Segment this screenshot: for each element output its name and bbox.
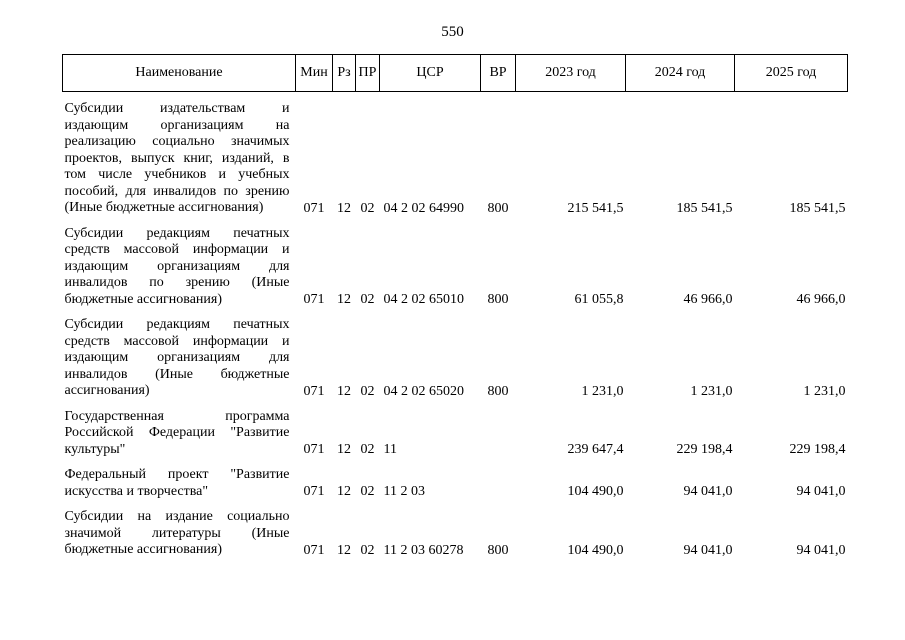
row-2024: 229 198,4 bbox=[676, 442, 733, 457]
row-pr: 02 bbox=[360, 542, 375, 558]
row-2023: 104 490,0 bbox=[567, 542, 624, 558]
row-name: Субсидии редакциям печатных средств массовой информации и издающим организациям для инвалидов (Иные бюджетные ассигнования) bbox=[64, 317, 290, 398]
row-name: Субсидии на издание социально значимой литературы (Иные бюджетные ассигнования) bbox=[64, 509, 290, 557]
table-row bbox=[63, 400, 848, 459]
row-2024: 1 231,0 bbox=[690, 383, 733, 399]
row-name: Государственная программа Российской Федерации "Развитие культуры" bbox=[64, 408, 290, 457]
row-rz: 12 bbox=[337, 442, 351, 457]
row-vr: 800 bbox=[487, 383, 509, 399]
header-rz: Рз bbox=[333, 55, 356, 92]
row-csr: 04 2 02 64990 bbox=[383, 200, 464, 216]
table-row bbox=[63, 92, 848, 217]
header-pr: ПР bbox=[356, 55, 380, 92]
row-csr: 11 bbox=[383, 442, 397, 457]
row-pr: 02 bbox=[360, 200, 375, 216]
row-min: 071 bbox=[303, 542, 325, 558]
row-vr bbox=[481, 458, 516, 500]
row-2023: 61 055,8 bbox=[574, 292, 624, 307]
row-2025: 94 041,0 bbox=[796, 542, 846, 558]
row-csr: 11 2 03 60278 bbox=[383, 542, 464, 558]
table-row bbox=[63, 500, 848, 559]
table-row bbox=[63, 458, 848, 500]
row-pr: 02 bbox=[360, 484, 375, 499]
row-2025: 229 198,4 bbox=[789, 442, 846, 457]
row-vr: 800 bbox=[487, 542, 509, 558]
row-name: Федеральный проект "Развитие искусства и творчества" bbox=[64, 467, 290, 499]
row-csr: 04 2 02 65020 bbox=[383, 383, 464, 399]
row-rz: 12 bbox=[337, 383, 351, 399]
row-rz: 12 bbox=[337, 484, 351, 499]
row-2023: 104 490,0 bbox=[567, 484, 624, 499]
header-name: Наименование bbox=[63, 55, 296, 92]
row-pr: 02 bbox=[360, 383, 375, 399]
row-pr: 02 bbox=[360, 292, 375, 307]
row-2025: 94 041,0 bbox=[796, 484, 846, 499]
row-min: 071 bbox=[303, 442, 325, 457]
header-2025: 2025 год bbox=[735, 55, 848, 92]
row-csr: 04 2 02 65010 bbox=[383, 292, 464, 307]
table-header-row bbox=[63, 55, 848, 92]
row-min: 071 bbox=[303, 383, 325, 399]
row-rz: 12 bbox=[337, 292, 351, 307]
row-2024: 94 041,0 bbox=[683, 542, 733, 558]
header-2023: 2023 год bbox=[516, 55, 626, 92]
row-rz: 12 bbox=[337, 542, 351, 558]
row-2025: 185 541,5 bbox=[789, 200, 846, 216]
row-2025: 1 231,0 bbox=[803, 383, 846, 399]
header-2024: 2024 год bbox=[626, 55, 735, 92]
row-vr: 800 bbox=[487, 200, 509, 216]
table-row bbox=[63, 217, 848, 309]
row-min: 071 bbox=[303, 292, 325, 307]
row-rz: 12 bbox=[337, 200, 351, 216]
row-2024: 94 041,0 bbox=[683, 484, 733, 499]
row-2023: 215 541,5 bbox=[567, 200, 624, 216]
row-name: Субсидии издательствам и издающим организациям на реализацию социально значимых проектов, выпуск книг, изданий, в том числе учебников и учебных пособий, для инвалидов по зрению (Иные бюджетные ассигнования) bbox=[64, 101, 290, 215]
row-2024: 46 966,0 bbox=[683, 292, 733, 307]
row-2023: 239 647,4 bbox=[567, 442, 624, 457]
row-vr bbox=[481, 400, 516, 459]
header-vr: ВР bbox=[481, 55, 516, 92]
row-2023: 1 231,0 bbox=[581, 383, 624, 399]
table-row bbox=[63, 308, 848, 400]
header-csr: ЦСР bbox=[380, 55, 481, 92]
row-name: Субсидии редакциям печатных средств массовой информации и издающим организациям для инвалидов по зрению (Иные бюджетные ассигнования) bbox=[64, 225, 290, 307]
row-pr: 02 bbox=[360, 442, 375, 457]
row-min: 071 bbox=[303, 200, 325, 216]
row-2025: 46 966,0 bbox=[796, 292, 846, 307]
header-min: Мин bbox=[296, 55, 333, 92]
page-number: 550 bbox=[441, 24, 464, 40]
row-2024: 185 541,5 bbox=[676, 200, 733, 216]
row-vr: 800 bbox=[487, 292, 509, 307]
row-min: 071 bbox=[303, 484, 325, 499]
row-csr: 11 2 03 bbox=[383, 484, 425, 499]
budget-table bbox=[62, 54, 848, 559]
